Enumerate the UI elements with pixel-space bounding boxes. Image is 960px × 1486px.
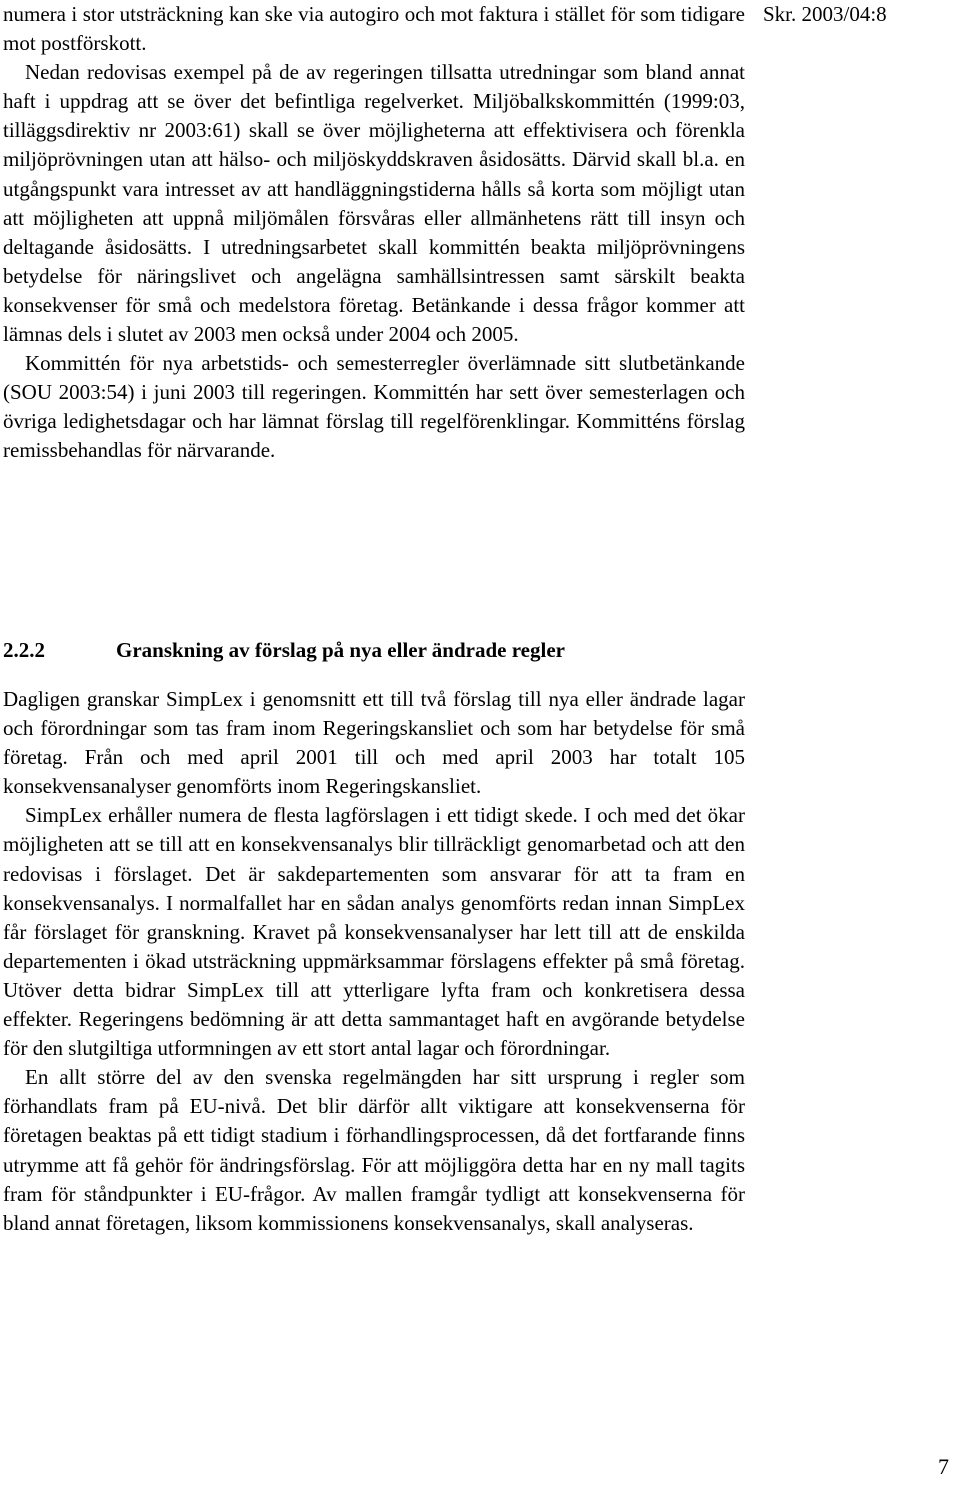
section-title: Granskning av förslag på nya eller ändrade regler bbox=[116, 638, 565, 662]
paragraph-eu-regler: En allt större del av den svenska regelmängden har sitt ursprung i regler som förhandlats fram på EU-nivå. Det blir därför allt viktigare att konsekvenserna för företagen beaktas på ett tidigt stadium i förhandlingsprocessen, då det fortfarande finns utrymme att få gehör för ändringsförslag. För att möjliggöra detta har en ny mall tagits fram för ståndpunkter i EU-frågor. Av mallen framgår tydligt att konsekvenserna för bland annat företagen, liksom kommissionens konsekvensanalys, skall analyseras. bbox=[3, 1065, 745, 1235]
document-reference: Skr. 2003/04:8 bbox=[763, 2, 887, 26]
page-number: 7 bbox=[938, 1454, 949, 1479]
section-heading bbox=[3, 636, 745, 665]
paragraph-continuation: numera i stor utsträckning kan ske via autogiro och mot faktura i stället för som tidigare mot postförskott. bbox=[3, 2, 745, 56]
paragraph-utredningar: Nedan redovisas exempel på de av regeringen tillsatta utredningar som bland annat haft i uppdrag att se över det befintliga regelverket. Miljöbalkskommittén (1999:03, tilläggsdirektiv nr 2003:61) skall se över möjligheterna att effektivisera och förenkla miljöprövningen utan att hälso- och miljöskyddskraven åsidosätts. Därvid skall bl.a. en utgångspunkt vara intresset av att handläggningstiderna hålls så korta som möjligt utan att möjligheten att uppnå miljömålen försvåras eller allmänhetens rätt till insyn och deltagande åsidosätts. I utredningsarbetet skall kommittén beakta miljöprövningens betydelse för näringslivet och angelägna samhällsintressen samt särskilt beakta konsekvenser för små och medelstora företag. Betänkande i dessa frågor kommer att lämnas dels i slutet av 2003 men också under 2004 och 2005. bbox=[3, 60, 745, 347]
paragraph-granskning: Dagligen granskar SimpLex i genomsnitt ett till två förslag till nya eller ändrade lagar och förordningar som tas fram inom Regeringskansliet och som har betydelse för små företag. Från och med april 2001 till och med april 2003 har totalt 105 konsekvensanalyser genomförts inom Regeringskansliet. bbox=[3, 687, 745, 799]
paragraph-arbetstid-kommitten: Kommittén för nya arbetstids- och semesterregler överlämnade sitt slutbetänkande (SOU 2003:54) i juni 2003 till regeringen. Kommittén har sett över semesterlagen och övriga ledighetsdagar och har lämnat förslag till regelförenklingar. Kommitténs förslag remissbehandlas för närvarande. bbox=[3, 351, 745, 463]
section-number: 2.2.2 bbox=[3, 638, 45, 662]
paragraph-lagforslag: SimpLex erhåller numera de flesta lagförslagen i ett tidigt skede. I och med det ökar möjligheten att se till att en konsekvensanalys blir tillräckligt genomarbetad och att den redovisas i förslaget. Det är sakdepartementen som ansvarar för att ta fram en konsekvensanalys. I normalfallet har en sådan analys genomförts redan innan SimpLex får förslaget för granskning. Kravet på konsekvensanalyser har lett till att de enskilda departementen i ökad utsträckning uppmärksammar förslagens effekter på små företag. Utöver detta bidrar SimpLex till att ytterligare lyfta fram och konkretisera dessa effekter. Regeringens bedömning är att detta sammantaget haft en avgörande betydelse för den slutgiltiga utformningen av ett stort antal lagar och förordningar. bbox=[3, 803, 745, 1061]
top-text-block bbox=[3, 0, 745, 466]
section-text-block bbox=[3, 685, 745, 1238]
